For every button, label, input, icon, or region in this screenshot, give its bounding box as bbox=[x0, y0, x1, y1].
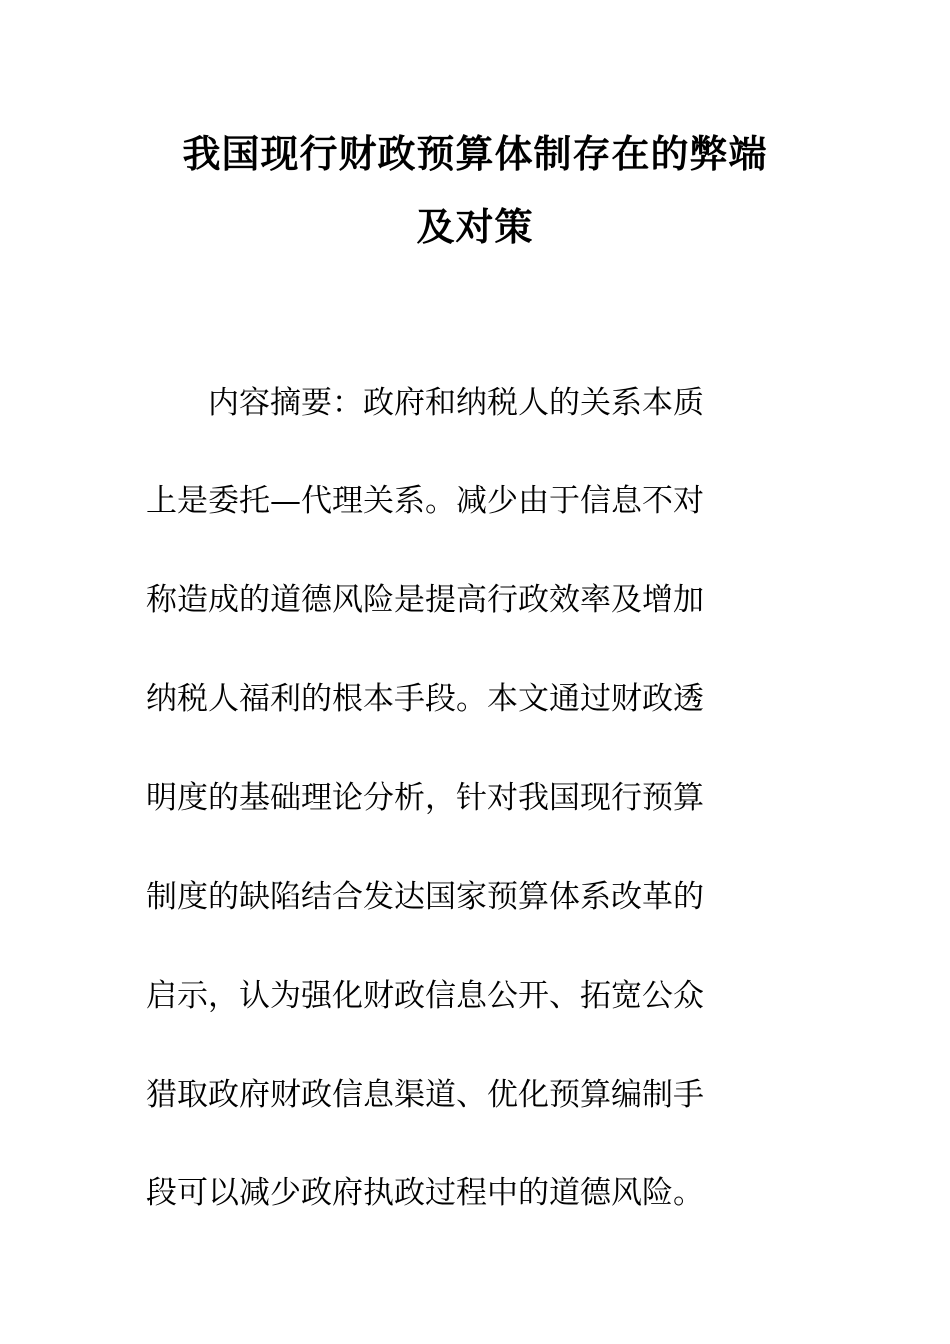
document-title-line-1: 我国现行财政预算体制存在的弊端 bbox=[182, 132, 768, 176]
abstract-line-9: 段可以减少政府执政过程中的道德风险。 bbox=[146, 1175, 704, 1211]
abstract-line-8: 猎取政府财政信息渠道、优化预算编制手 bbox=[146, 1077, 704, 1113]
document-title-line-2: 及对策 bbox=[416, 205, 534, 249]
abstract-line-4: 纳税人福利的根本手段。本文通过财政透 bbox=[146, 681, 704, 717]
abstract-line-5: 明度的基础理论分析，针对我国现行预算 bbox=[146, 780, 704, 816]
abstract-line-3: 称造成的道德风险是提高行政效率及增加 bbox=[146, 582, 704, 618]
abstract-line-1: 内容摘要：政府和纳税人的关系本质 bbox=[146, 385, 704, 421]
abstract-line-6: 制度的缺陷结合发达国家预算体系改革的 bbox=[146, 879, 704, 915]
abstract-line-2: 上是委托—代理关系。减少由于信息不对 bbox=[146, 483, 704, 519]
abstract-line-7: 启示，认为强化财政信息公开、拓宽公众 bbox=[146, 978, 704, 1014]
